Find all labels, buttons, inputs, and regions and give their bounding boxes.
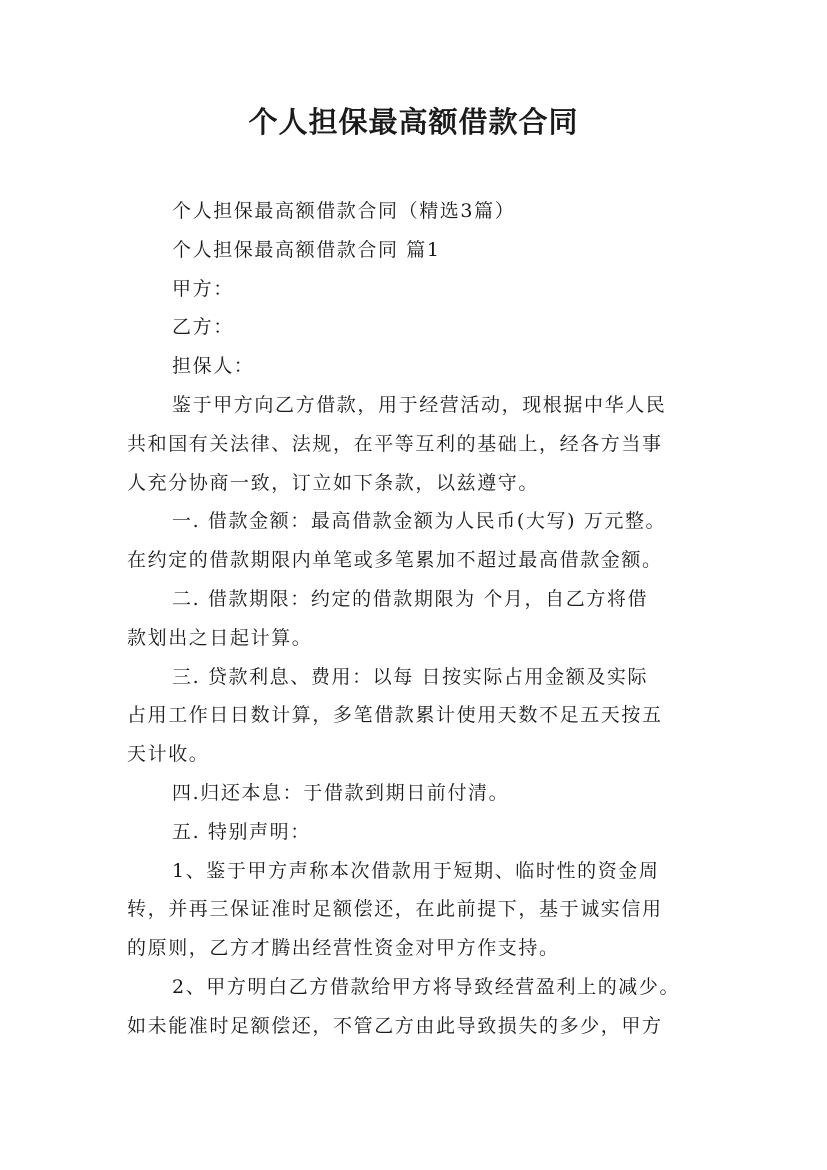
body-line: 五. 特别声明： <box>172 820 311 843</box>
body-line: 乙方： <box>172 316 234 339</box>
body-line: 一. 借款金额：最高借款金额为人民币(大写) 万元整。 <box>172 510 667 533</box>
body-line: 二. 借款期限：约定的借款期限为 个月，自乙方将借 <box>172 587 649 610</box>
document-title: 个人担保最高额借款合同 <box>248 105 579 139</box>
body-line: 共和国有关法律、法规，在平等互利的基础上，经各方当事 <box>127 432 663 455</box>
body-line: 个人担保最高额借款合同（精选3篇） <box>172 200 516 222</box>
body-line: 1、鉴于甲方声称本次借款用于短期、临时性的资金周 <box>172 859 660 882</box>
body-line: 占用工作日日数计算，多笔借款累计使用天数不足五天按五 <box>127 704 663 727</box>
body-line: 如未能准时足额偿还，不管乙方由此导致损失的多少，甲方 <box>127 1014 663 1037</box>
body-line: 担保人： <box>172 355 255 378</box>
body-line: 的原则，乙方才腾出经营性资金对甲方作支持。 <box>127 937 560 960</box>
body-line: 2、甲方明白乙方借款给甲方将导致经营盈利上的减少。 <box>172 975 681 998</box>
body-line: 款划出之日起计算。 <box>127 626 313 649</box>
body-line: 四.归还本息：于借款到期日前付清。 <box>172 781 510 804</box>
body-line: 鉴于甲方向乙方借款，用于经营活动，现根据中华人民 <box>172 393 667 416</box>
body-line: 甲方： <box>172 277 234 300</box>
document-body <box>127 192 717 1046</box>
body-line: 在约定的借款期限内单笔或多笔累加不超过最高借款金额。 <box>127 549 663 572</box>
body-line: 人充分协商一致，订立如下条款，以兹遵守。 <box>127 471 540 494</box>
body-line: 个人担保最高额借款合同 篇1 <box>172 238 441 261</box>
body-line: 天计收。 <box>127 743 210 766</box>
body-line: 三. 贷款利息、费用：以每 日按实际占用金额及实际 <box>172 665 649 688</box>
body-line: 转，并再三保证准时足额偿还，在此前提下，基于诚实信用 <box>127 898 663 921</box>
